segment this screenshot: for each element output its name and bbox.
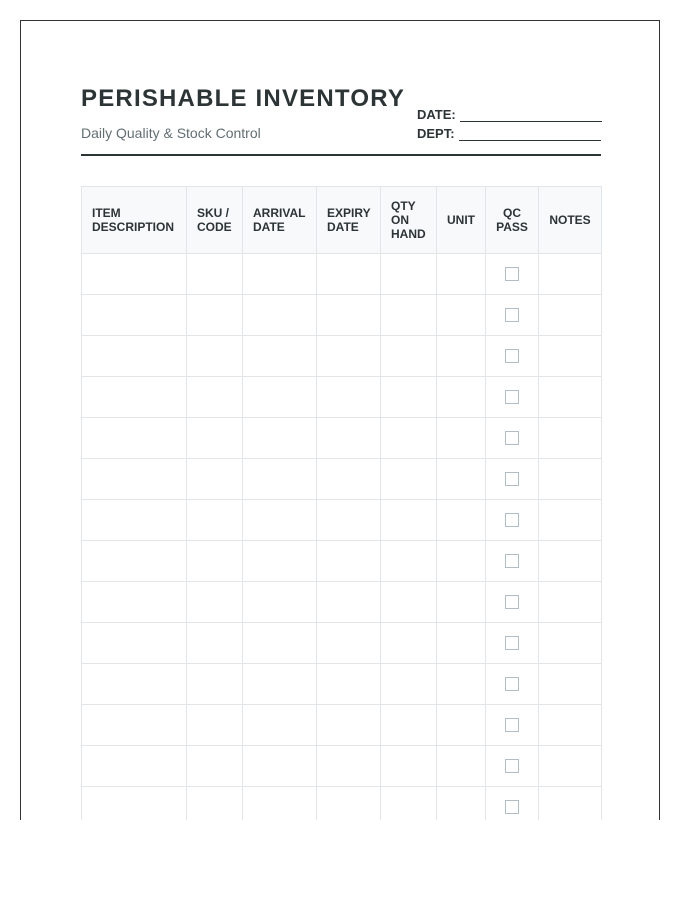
cell-unit[interactable]: [437, 664, 486, 705]
qc-pass-checkbox[interactable]: [505, 308, 519, 322]
cell-sku[interactable]: [187, 746, 243, 787]
cell-item[interactable]: [82, 746, 187, 787]
cell-expiry[interactable]: [317, 336, 381, 377]
cell-notes[interactable]: [539, 459, 602, 500]
cell-notes[interactable]: [539, 295, 602, 336]
cell-qty[interactable]: [381, 418, 437, 459]
column-header-qc-pass: QC PASS: [486, 187, 539, 254]
cell-sku[interactable]: [187, 787, 243, 821]
cell-arrival[interactable]: [243, 664, 317, 705]
cell-qc[interactable]: [486, 418, 539, 459]
column-header-sku-code: SKU / CODE: [187, 187, 243, 254]
cell-unit[interactable]: [437, 295, 486, 336]
cell-unit[interactable]: [437, 746, 486, 787]
qc-pass-checkbox[interactable]: [505, 349, 519, 363]
cell-expiry[interactable]: [317, 582, 381, 623]
cell-qc[interactable]: [486, 582, 539, 623]
cell-item[interactable]: [82, 459, 187, 500]
cell-expiry[interactable]: [317, 295, 381, 336]
cell-qc[interactable]: [486, 377, 539, 418]
cell-sku[interactable]: [187, 705, 243, 746]
cell-item[interactable]: [82, 377, 187, 418]
cell-notes[interactable]: [539, 418, 602, 459]
cell-expiry[interactable]: [317, 705, 381, 746]
cell-arrival[interactable]: [243, 295, 317, 336]
cell-item[interactable]: [82, 787, 187, 821]
qc-pass-checkbox[interactable]: [505, 390, 519, 404]
date-field[interactable]: [417, 107, 602, 122]
qc-pass-checkbox[interactable]: [505, 472, 519, 486]
column-header-item-description: ITEM DESCRIPTION: [82, 187, 187, 254]
table-row: [82, 336, 602, 377]
cell-qty[interactable]: [381, 623, 437, 664]
column-header-notes: NOTES: [539, 187, 602, 254]
cell-unit[interactable]: [437, 254, 486, 295]
qc-pass-checkbox[interactable]: [505, 677, 519, 691]
inventory-sheet: [20, 20, 660, 820]
cell-arrival[interactable]: [243, 705, 317, 746]
cell-unit[interactable]: [437, 336, 486, 377]
cell-qc[interactable]: [486, 705, 539, 746]
table-header-row: [82, 187, 602, 254]
cell-qc[interactable]: [486, 336, 539, 377]
qc-pass-checkbox[interactable]: [505, 554, 519, 568]
cell-item[interactable]: [82, 623, 187, 664]
cell-item[interactable]: [82, 664, 187, 705]
cell-sku[interactable]: [187, 459, 243, 500]
cell-arrival[interactable]: [243, 623, 317, 664]
cell-item[interactable]: [82, 418, 187, 459]
table-row: [82, 541, 602, 582]
cell-arrival[interactable]: [243, 377, 317, 418]
cell-item[interactable]: [82, 582, 187, 623]
cell-qty[interactable]: [381, 295, 437, 336]
cell-expiry[interactable]: [317, 623, 381, 664]
cell-unit[interactable]: [437, 623, 486, 664]
cell-arrival[interactable]: [243, 254, 317, 295]
cell-qc[interactable]: [486, 459, 539, 500]
cell-notes[interactable]: [539, 541, 602, 582]
header-divider: [81, 154, 601, 156]
table-body: [82, 254, 602, 821]
page-title: PERISHABLE INVENTORY: [81, 85, 406, 112]
cell-qty[interactable]: [381, 336, 437, 377]
cell-notes[interactable]: [539, 377, 602, 418]
cell-qty[interactable]: [381, 254, 437, 295]
cell-notes[interactable]: [539, 623, 602, 664]
date-blank-line[interactable]: [460, 109, 602, 122]
cell-expiry[interactable]: [317, 377, 381, 418]
cell-sku[interactable]: [187, 295, 243, 336]
cell-qc[interactable]: [486, 787, 539, 821]
column-header-arrival-date: ARRIVAL DATE: [243, 187, 317, 254]
cell-unit[interactable]: [437, 459, 486, 500]
cell-item[interactable]: [82, 541, 187, 582]
inventory-table: [81, 186, 602, 820]
qc-pass-checkbox[interactable]: [505, 718, 519, 732]
cell-arrival[interactable]: [243, 787, 317, 821]
table-row: [82, 705, 602, 746]
table-row: [82, 295, 602, 336]
cell-qty[interactable]: [381, 664, 437, 705]
cell-unit[interactable]: [437, 582, 486, 623]
cell-sku[interactable]: [187, 623, 243, 664]
dept-blank-line[interactable]: [459, 128, 601, 141]
cell-qc[interactable]: [486, 746, 539, 787]
cell-notes[interactable]: [539, 746, 602, 787]
cell-unit[interactable]: [437, 377, 486, 418]
cell-qc[interactable]: [486, 295, 539, 336]
cell-qty[interactable]: [381, 746, 437, 787]
column-header-unit: UNIT: [437, 187, 486, 254]
cell-expiry[interactable]: [317, 746, 381, 787]
cell-sku[interactable]: [187, 336, 243, 377]
cell-item[interactable]: [82, 295, 187, 336]
cell-notes[interactable]: [539, 336, 602, 377]
cell-notes[interactable]: [539, 500, 602, 541]
cell-expiry[interactable]: [317, 787, 381, 821]
cell-qty[interactable]: [381, 705, 437, 746]
cell-arrival[interactable]: [243, 336, 317, 377]
cell-qty[interactable]: [381, 459, 437, 500]
cell-sku[interactable]: [187, 377, 243, 418]
cell-notes[interactable]: [539, 664, 602, 705]
dept-label: DEPT:: [417, 126, 455, 141]
table-row: [82, 746, 602, 787]
date-label: DATE:: [417, 107, 456, 122]
cell-expiry[interactable]: [317, 664, 381, 705]
table-row: [82, 582, 602, 623]
cell-notes[interactable]: [539, 787, 602, 821]
qc-pass-checkbox[interactable]: [505, 513, 519, 527]
table-row: [82, 664, 602, 705]
cell-notes[interactable]: [539, 582, 602, 623]
cell-qty[interactable]: [381, 377, 437, 418]
cell-sku[interactable]: [187, 254, 243, 295]
cell-arrival[interactable]: [243, 459, 317, 500]
cell-sku[interactable]: [187, 500, 243, 541]
cell-arrival[interactable]: [243, 746, 317, 787]
qc-pass-checkbox[interactable]: [505, 431, 519, 445]
cell-expiry[interactable]: [317, 418, 381, 459]
table-row: [82, 254, 602, 295]
cell-sku[interactable]: [187, 664, 243, 705]
cell-arrival[interactable]: [243, 418, 317, 459]
cell-qc[interactable]: [486, 500, 539, 541]
cell-arrival[interactable]: [243, 541, 317, 582]
table-row: [82, 459, 602, 500]
cell-qc[interactable]: [486, 254, 539, 295]
cell-arrival[interactable]: [243, 500, 317, 541]
cell-qty[interactable]: [381, 582, 437, 623]
cell-unit[interactable]: [437, 705, 486, 746]
cell-notes[interactable]: [539, 705, 602, 746]
cell-expiry[interactable]: [317, 254, 381, 295]
cell-arrival[interactable]: [243, 582, 317, 623]
table-row: [82, 623, 602, 664]
cell-expiry[interactable]: [317, 459, 381, 500]
table-row: [82, 500, 602, 541]
cell-unit[interactable]: [437, 418, 486, 459]
table-row: [82, 418, 602, 459]
cell-qc[interactable]: [486, 664, 539, 705]
cell-unit[interactable]: [437, 541, 486, 582]
cell-expiry[interactable]: [317, 500, 381, 541]
column-header-qty-on-hand: QTY ON HAND: [381, 187, 437, 254]
cell-qty[interactable]: [381, 541, 437, 582]
cell-item[interactable]: [82, 500, 187, 541]
qc-pass-checkbox[interactable]: [505, 800, 519, 814]
dept-field[interactable]: [417, 126, 601, 141]
cell-notes[interactable]: [539, 254, 602, 295]
cell-sku[interactable]: [187, 541, 243, 582]
qc-pass-checkbox[interactable]: [505, 759, 519, 773]
cell-unit[interactable]: [437, 500, 486, 541]
cell-qty[interactable]: [381, 787, 437, 821]
qc-pass-checkbox[interactable]: [505, 267, 519, 281]
cell-qty[interactable]: [381, 500, 437, 541]
cell-sku[interactable]: [187, 418, 243, 459]
column-header-expiry-date: EXPIRY DATE: [317, 187, 381, 254]
cell-item[interactable]: [82, 705, 187, 746]
table-row: [82, 377, 602, 418]
qc-pass-checkbox[interactable]: [505, 636, 519, 650]
cell-item[interactable]: [82, 336, 187, 377]
cell-qc[interactable]: [486, 541, 539, 582]
cell-unit[interactable]: [437, 787, 486, 821]
cell-expiry[interactable]: [317, 541, 381, 582]
cell-item[interactable]: [82, 254, 187, 295]
cell-sku[interactable]: [187, 582, 243, 623]
qc-pass-checkbox[interactable]: [505, 595, 519, 609]
cell-qc[interactable]: [486, 623, 539, 664]
table-row: [82, 787, 602, 821]
page-subtitle: Daily Quality & Stock Control: [81, 125, 261, 141]
